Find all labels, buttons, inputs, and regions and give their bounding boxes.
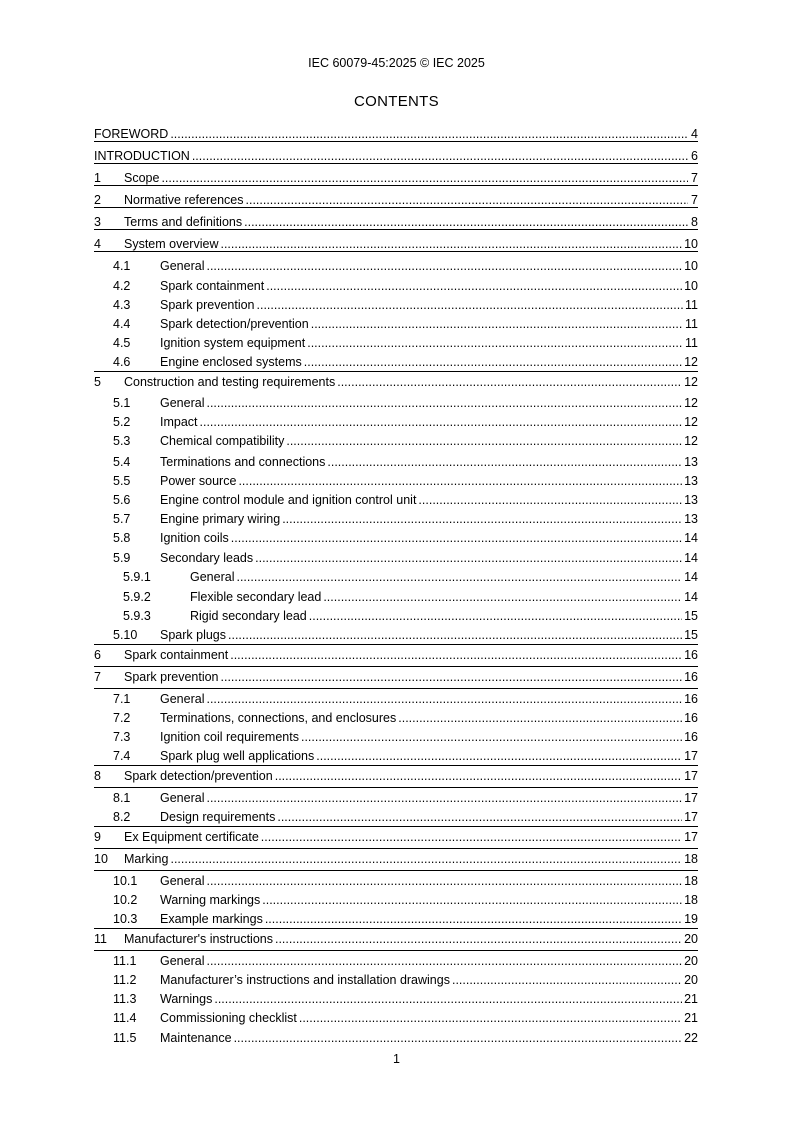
toc-entry-number: 5.7 [113, 512, 131, 526]
toc-entry[interactable] [94, 1030, 698, 1046]
toc-dot-leader [309, 608, 682, 624]
toc-entry-title: Engine enclosed systems [160, 355, 302, 369]
toc-entry-page: 18 [684, 893, 698, 907]
toc-entry[interactable] [94, 589, 698, 605]
toc-dot-leader [228, 627, 682, 643]
page-number: 1 [393, 1052, 400, 1066]
toc-entry-title: General [190, 570, 235, 584]
toc-entry-title: Marking [124, 852, 169, 866]
toc-entry[interactable] [94, 768, 698, 784]
toc-entry-title: General [160, 954, 205, 968]
toc-entry[interactable] [94, 316, 698, 332]
toc-dot-leader [238, 473, 682, 489]
toc-divider [94, 870, 698, 871]
toc-entry[interactable] [94, 729, 698, 745]
toc-divider [94, 787, 698, 788]
toc-entry-title: General [160, 791, 205, 805]
toc-entry[interactable] [94, 511, 698, 527]
toc-entry[interactable] [94, 354, 698, 370]
toc-entry-title: Spark prevention [124, 670, 219, 684]
toc-entry-page: 7 [691, 193, 698, 207]
toc-dot-leader [275, 768, 682, 784]
toc-entry-number: 8 [94, 769, 101, 783]
toc-dot-leader [206, 790, 682, 806]
toc-entry-title: Commissioning checklist [160, 1011, 297, 1025]
toc-entry-number: 5.9.3 [123, 609, 151, 623]
page-title: CONTENTS [354, 93, 439, 110]
toc-entry-page: 20 [684, 932, 698, 946]
toc-entry[interactable] [94, 627, 698, 643]
toc-entry-page: 21 [684, 992, 698, 1006]
toc-entry-page: 14 [684, 531, 698, 545]
toc-entry-page: 17 [684, 769, 698, 783]
toc-entry-number: 8.1 [113, 791, 131, 805]
toc-entry-number: 4.1 [113, 259, 131, 273]
toc-entry-page: 10 [684, 237, 698, 251]
toc-entry-page: 10 [684, 259, 698, 273]
toc-dot-leader [265, 911, 682, 927]
toc-entry-number: 7.1 [113, 692, 131, 706]
toc-entry-title: Secondary leads [160, 551, 254, 565]
toc-entry-number: 7 [94, 670, 101, 684]
toc-entry-number: 5.8 [113, 531, 131, 545]
toc-entry-number: 10.2 [113, 893, 138, 907]
toc-dot-leader [161, 170, 688, 186]
toc-entry-title: Maintenance [160, 1031, 232, 1045]
toc-dot-leader [200, 414, 683, 430]
toc-entry-title: Normative references [124, 193, 244, 207]
toc-dot-leader [277, 809, 682, 825]
toc-entry-title: General [160, 259, 205, 273]
toc-entry-title: General [160, 874, 205, 888]
toc-entry[interactable] [94, 550, 698, 566]
toc-dot-leader [221, 669, 683, 685]
toc-dot-leader [236, 569, 682, 585]
toc-dot-leader [246, 192, 689, 208]
toc-dot-leader [286, 433, 682, 449]
toc-entry-title: Scope [124, 171, 160, 185]
toc-entry[interactable] [94, 530, 698, 546]
toc-entry-page: 12 [684, 355, 698, 369]
toc-entry-title: Spark detection/prevention [124, 769, 273, 783]
toc-entry-number: 4.4 [113, 317, 131, 331]
toc-dot-leader [206, 395, 682, 411]
toc-dot-leader [398, 710, 682, 726]
toc-entry-page: 11 [685, 317, 698, 331]
toc-divider [94, 688, 698, 689]
toc-entry-number: 4.6 [113, 355, 131, 369]
toc-entry-number: 7.2 [113, 711, 131, 725]
toc-entry-page: 17 [684, 791, 698, 805]
toc-dot-leader [266, 278, 682, 294]
toc-entry-page: 12 [684, 396, 698, 410]
toc-entry[interactable] [94, 809, 698, 825]
toc-entry[interactable] [94, 414, 698, 430]
toc-entry[interactable] [94, 790, 698, 806]
toc-entry-title: Terms and definitions [124, 215, 243, 229]
toc-entry-number: 7.4 [113, 749, 131, 763]
toc-dot-leader [230, 647, 682, 663]
toc-entry-number: 10 [94, 852, 108, 866]
toc-entry-number: 5.6 [113, 493, 131, 507]
toc-entry-title: Spark containment [160, 279, 265, 293]
toc-entry-number: 4.3 [113, 298, 131, 312]
toc-entry-page: 16 [684, 711, 698, 725]
toc-entry-page: 18 [684, 874, 698, 888]
toc-entry-title: System overview [124, 237, 219, 251]
toc-entry-title: Design requirements [160, 810, 276, 824]
toc-entry-page: 15 [684, 628, 698, 642]
toc-entry[interactable] [94, 473, 698, 489]
toc-entry[interactable] [94, 829, 698, 845]
toc-entry[interactable] [94, 170, 698, 186]
toc-divider [94, 848, 698, 849]
toc-entry-number: 5.3 [113, 434, 131, 448]
toc-entry[interactable] [94, 335, 698, 351]
toc-entry-page: 13 [684, 474, 698, 488]
toc-dot-leader [214, 991, 682, 1007]
toc-entry-title: Spark containment [124, 648, 229, 662]
toc-entry[interactable] [94, 454, 698, 470]
toc-entry-page: 4 [691, 127, 698, 141]
toc-entry-page: 11 [685, 298, 698, 312]
toc-entry-number: 5.4 [113, 455, 131, 469]
toc-dot-leader [234, 1030, 683, 1046]
toc-entry[interactable] [94, 748, 698, 764]
toc-entry-page: 12 [684, 415, 698, 429]
toc-entry-page: 10 [684, 279, 698, 293]
toc-entry-title: Warning markings [160, 893, 261, 907]
toc-entry-number: 5.1 [113, 396, 131, 410]
toc-dot-leader [418, 492, 682, 508]
toc-entry-title: Ignition coil requirements [160, 730, 299, 744]
toc-entry-page: 12 [684, 434, 698, 448]
toc-entry-page: 15 [684, 609, 698, 623]
toc-entry[interactable] [94, 148, 698, 164]
toc-entry[interactable] [94, 1010, 698, 1026]
toc-dot-leader [261, 829, 682, 845]
toc-entry-page: 7 [691, 171, 698, 185]
toc-dot-leader [206, 953, 682, 969]
toc-dot-leader [206, 258, 682, 274]
toc-entry[interactable] [94, 395, 698, 411]
toc-entry-number: 4.5 [113, 336, 131, 350]
toc-entry-number: 1 [94, 171, 101, 185]
toc-divider [94, 950, 698, 951]
toc-entry-title: Spark prevention [160, 298, 255, 312]
toc-dot-leader [304, 354, 682, 370]
toc-entry-title: Example markings [160, 912, 263, 926]
toc-entry-number: 11.4 [113, 1011, 137, 1025]
toc-entry-number: 11.1 [113, 954, 137, 968]
toc-entry-number: 6 [94, 648, 101, 662]
toc-entry[interactable] [94, 126, 698, 142]
toc-dot-leader [275, 931, 682, 947]
toc-entry[interactable] [94, 972, 698, 988]
toc-entry-title: Chemical compatibility [160, 434, 285, 448]
toc-divider [94, 644, 698, 645]
toc-entry-number: 8.2 [113, 810, 131, 824]
toc-entry[interactable] [94, 851, 698, 867]
toc-entry-number: 3 [94, 215, 101, 229]
toc-dot-leader [170, 851, 682, 867]
toc-entry[interactable] [94, 258, 698, 274]
toc-entry-number: 10.1 [113, 874, 138, 888]
toc-entry-page: 16 [684, 730, 698, 744]
toc-dot-leader [316, 748, 682, 764]
toc-divider [94, 371, 698, 372]
toc-dot-leader [299, 1010, 682, 1026]
toc-entry[interactable] [94, 669, 698, 685]
toc-entry-page: 18 [684, 852, 698, 866]
toc-entry-title: INTRODUCTION [94, 149, 190, 163]
toc-dot-leader [206, 873, 682, 889]
toc-dot-leader [323, 589, 682, 605]
toc-entry-number: 11.2 [113, 973, 137, 987]
toc-entry-number: 5.9 [113, 551, 131, 565]
toc-entry-page: 20 [684, 973, 698, 987]
toc-entry[interactable] [94, 236, 698, 252]
toc-dot-leader [244, 214, 688, 230]
toc-entry-title: Ex Equipment certificate [124, 830, 259, 844]
toc-dot-leader [262, 892, 682, 908]
toc-entry-title: Spark plugs [160, 628, 227, 642]
toc-entry-title: Flexible secondary lead [190, 590, 322, 604]
toc-entry[interactable] [94, 647, 698, 663]
toc-entry-title: Terminations, connections, and enclosures [160, 711, 397, 725]
running-header: IEC 60079-45:2025 © IEC 2025 [308, 56, 485, 70]
toc-dot-leader [255, 550, 682, 566]
toc-dot-leader [282, 511, 682, 527]
toc-entry-title: Ignition coils [160, 531, 229, 545]
toc-entry-page: 22 [684, 1031, 698, 1045]
toc-dot-leader [206, 691, 682, 707]
toc-dot-leader [192, 148, 688, 164]
toc-entry-title: Spark detection/prevention [160, 317, 309, 331]
toc-entry[interactable] [94, 297, 698, 313]
toc-entry[interactable] [94, 492, 698, 508]
toc-dot-leader [327, 454, 682, 470]
toc-entry-title: Spark plug well applications [160, 749, 315, 763]
toc-entry[interactable] [94, 931, 698, 947]
toc-entry-number: 5.9.2 [123, 590, 151, 604]
toc-divider [94, 826, 698, 827]
toc-entry-title: FOREWORD [94, 127, 169, 141]
toc-dot-leader [257, 297, 684, 313]
toc-entry-title: Rigid secondary lead [190, 609, 307, 623]
toc-entry-page: 16 [684, 692, 698, 706]
toc-entry[interactable] [94, 873, 698, 889]
toc-entry[interactable] [94, 569, 698, 585]
toc-entry-page: 12 [684, 375, 698, 389]
toc-divider [94, 928, 698, 929]
toc-entry-number: 5.5 [113, 474, 131, 488]
toc-entry-number: 9 [94, 830, 101, 844]
toc-entry-number: 4 [94, 237, 101, 251]
toc-dot-leader [307, 335, 683, 351]
toc-entry-title: Terminations and connections [160, 455, 326, 469]
toc-entry-number: 11.5 [113, 1031, 137, 1045]
toc-entry[interactable] [94, 278, 698, 294]
toc-entry-number: 2 [94, 193, 101, 207]
toc-dot-leader [301, 729, 682, 745]
toc-entry-page: 13 [684, 493, 698, 507]
toc-entry-page: 16 [684, 648, 698, 662]
toc-entry-number: 11 [94, 932, 107, 946]
toc-entry[interactable] [94, 608, 698, 624]
toc-dot-leader [170, 126, 688, 142]
toc-entry[interactable] [94, 691, 698, 707]
toc-entry-title: General [160, 692, 205, 706]
toc-dot-leader [452, 972, 682, 988]
toc-entry-page: 8 [691, 215, 698, 229]
toc-entry[interactable] [94, 953, 698, 969]
toc-entry-number: 4.2 [113, 279, 131, 293]
toc-entry-title: Construction and testing requirements [124, 375, 336, 389]
toc-entry-page: 17 [684, 749, 698, 763]
toc-entry-page: 14 [684, 570, 698, 584]
toc-entry-page: 20 [684, 954, 698, 968]
toc-dot-leader [231, 530, 682, 546]
toc-entry[interactable] [94, 192, 698, 208]
toc-entry-page: 21 [684, 1011, 698, 1025]
toc-entry-page: 6 [691, 149, 698, 163]
toc-entry-title: Manufacturer’s instructions and installation drawings [160, 973, 450, 987]
toc-entry-title: Warnings [160, 992, 213, 1006]
toc-entry[interactable] [94, 433, 698, 449]
toc-entry[interactable] [94, 911, 698, 927]
toc-entry-page: 19 [684, 912, 698, 926]
toc-entry-number: 11.3 [113, 992, 137, 1006]
toc-divider [94, 765, 698, 766]
toc-entry[interactable] [94, 892, 698, 908]
toc-entry-number: 10.3 [113, 912, 138, 926]
toc-entry-page: 13 [684, 512, 698, 526]
toc-entry-title: Manufacturer's instructions [124, 932, 273, 946]
toc-entry-title: General [160, 396, 205, 410]
toc-entry-page: 14 [684, 551, 698, 565]
toc-dot-leader [337, 374, 682, 390]
toc-entry-title: Impact [160, 415, 198, 429]
toc-entry-page: 13 [684, 455, 698, 469]
toc-entry-title: Ignition system equipment [160, 336, 306, 350]
toc-entry-page: 16 [684, 670, 698, 684]
toc-entry-page: 14 [684, 590, 698, 604]
toc-entry-number: 5.2 [113, 415, 131, 429]
toc-entry[interactable] [94, 710, 698, 726]
toc-entry-number: 5 [94, 375, 101, 389]
toc-divider [94, 666, 698, 667]
toc-entry-page: 11 [685, 336, 698, 350]
toc-entry[interactable] [94, 991, 698, 1007]
toc-entry-title: Engine primary wiring [160, 512, 281, 526]
toc-dot-leader [311, 316, 683, 332]
toc-entry-title: Power source [160, 474, 237, 488]
toc-entry-number: 5.10 [113, 628, 138, 642]
toc-entry-number: 5.9.1 [123, 570, 151, 584]
toc-entry-number: 7.3 [113, 730, 131, 744]
toc-entry-title: Engine control module and ignition control unit [160, 493, 417, 507]
toc-entry-page: 17 [684, 810, 698, 824]
toc-entry[interactable] [94, 214, 698, 230]
toc-entry-page: 17 [684, 830, 698, 844]
toc-dot-leader [220, 236, 682, 252]
toc-entry[interactable] [94, 374, 698, 390]
